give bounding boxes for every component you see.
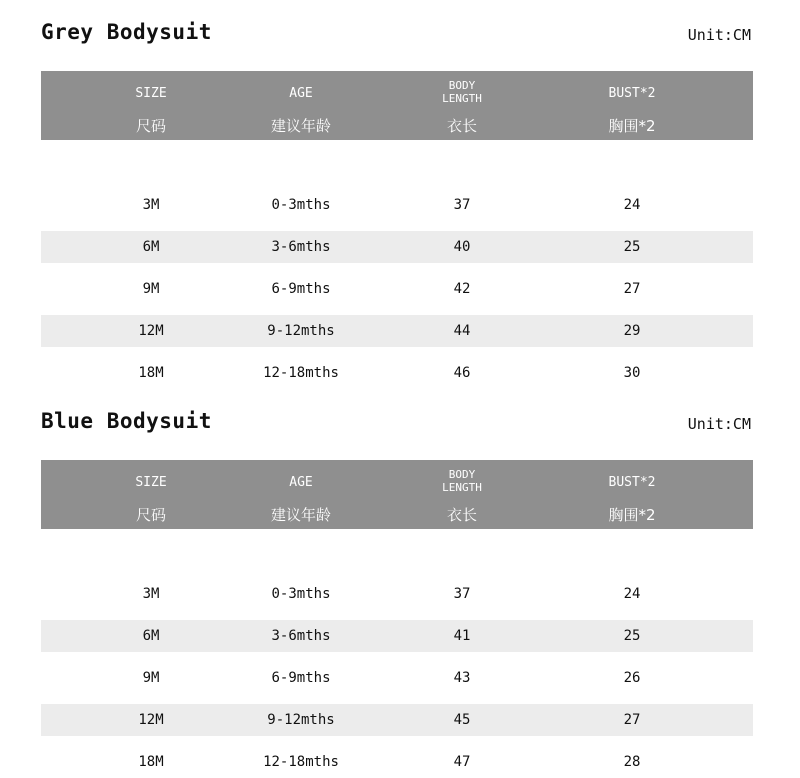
section-title: Grey Bodysuit bbox=[41, 20, 212, 44]
cell-age: 6-9mths bbox=[271, 670, 331, 686]
cell-size: 12M bbox=[138, 323, 164, 339]
grey-bodysuit-section bbox=[0, 20, 800, 380]
header-age-zh: 建议年龄 bbox=[270, 506, 332, 524]
cell-bust: 26 bbox=[623, 670, 641, 686]
header-body-length-line1: BODY bbox=[448, 468, 476, 481]
cell-size: 6M bbox=[142, 239, 160, 255]
section-title: Blue Bodysuit bbox=[41, 409, 212, 433]
cell-bust: 28 bbox=[623, 754, 641, 770]
cell-bust: 29 bbox=[623, 323, 641, 339]
header-bust-en: BUST*2 bbox=[608, 475, 656, 490]
cell-age: 6-9mths bbox=[271, 281, 331, 297]
header-age-en: AGE bbox=[289, 86, 313, 101]
cell-bust: 27 bbox=[623, 712, 641, 728]
cell-age: 0-3mths bbox=[271, 197, 331, 213]
cell-bust: 25 bbox=[623, 239, 641, 255]
cell-age: 12-18mths bbox=[263, 754, 339, 770]
header-body-length-zh: 衣长 bbox=[446, 506, 478, 524]
cell-body-length: 41 bbox=[453, 628, 471, 644]
table-row bbox=[41, 662, 753, 694]
cell-size: 9M bbox=[142, 670, 160, 686]
unit-label: Unit:CM bbox=[687, 26, 751, 44]
cell-body-length: 37 bbox=[453, 586, 471, 602]
cell-age: 3-6mths bbox=[271, 239, 331, 255]
header-bust-zh: 胸围*2 bbox=[608, 117, 656, 135]
cell-age: 3-6mths bbox=[271, 628, 331, 644]
table-row bbox=[41, 704, 753, 736]
header-age-zh: 建议年龄 bbox=[270, 117, 332, 135]
cell-bust: 27 bbox=[623, 281, 641, 297]
cell-bust: 25 bbox=[623, 628, 641, 644]
header-body-length-en bbox=[442, 468, 482, 494]
cell-body-length: 45 bbox=[453, 712, 471, 728]
table-row bbox=[41, 231, 753, 263]
size-table bbox=[41, 71, 753, 381]
table-row bbox=[41, 578, 753, 610]
cell-body-length: 43 bbox=[453, 670, 471, 686]
table-header bbox=[41, 460, 753, 529]
cell-size: 3M bbox=[142, 197, 160, 213]
header-size-en: SIZE bbox=[135, 86, 167, 101]
header-size-zh: 尺码 bbox=[135, 117, 167, 135]
cell-bust: 24 bbox=[623, 197, 641, 213]
cell-body-length: 40 bbox=[453, 239, 471, 255]
header-size-en: SIZE bbox=[135, 475, 167, 490]
table-row bbox=[41, 273, 753, 305]
cell-age: 12-18mths bbox=[263, 365, 339, 381]
size-table bbox=[41, 460, 753, 770]
cell-size: 3M bbox=[142, 586, 160, 602]
header-body-length-en bbox=[442, 79, 482, 105]
blue-bodysuit-section bbox=[0, 409, 800, 768]
header-size-zh: 尺码 bbox=[135, 506, 167, 524]
table-row bbox=[41, 620, 753, 652]
header-body-length-line2: LENGTH bbox=[442, 92, 482, 105]
table-row bbox=[41, 357, 753, 389]
cell-size: 18M bbox=[138, 754, 164, 770]
cell-size: 12M bbox=[138, 712, 164, 728]
cell-body-length: 46 bbox=[453, 365, 471, 381]
unit-label: Unit:CM bbox=[687, 415, 751, 433]
cell-body-length: 47 bbox=[453, 754, 471, 770]
table-row bbox=[41, 746, 753, 778]
cell-body-length: 44 bbox=[453, 323, 471, 339]
table-row bbox=[41, 315, 753, 347]
cell-size: 6M bbox=[142, 628, 160, 644]
cell-size: 18M bbox=[138, 365, 164, 381]
table-row bbox=[41, 189, 753, 221]
header-bust-en: BUST*2 bbox=[608, 86, 656, 101]
header-age-en: AGE bbox=[289, 475, 313, 490]
cell-age: 9-12mths bbox=[267, 323, 335, 339]
header-bust-zh: 胸围*2 bbox=[608, 506, 656, 524]
cell-bust: 24 bbox=[623, 586, 641, 602]
table-header bbox=[41, 71, 753, 140]
cell-body-length: 42 bbox=[453, 281, 471, 297]
header-body-length-line1: BODY bbox=[448, 79, 476, 92]
header-body-length-line2: LENGTH bbox=[442, 481, 482, 494]
header-body-length-zh: 衣长 bbox=[446, 117, 478, 135]
cell-bust: 30 bbox=[623, 365, 641, 381]
cell-age: 9-12mths bbox=[267, 712, 335, 728]
cell-size: 9M bbox=[142, 281, 160, 297]
cell-body-length: 37 bbox=[453, 197, 471, 213]
cell-age: 0-3mths bbox=[271, 586, 331, 602]
